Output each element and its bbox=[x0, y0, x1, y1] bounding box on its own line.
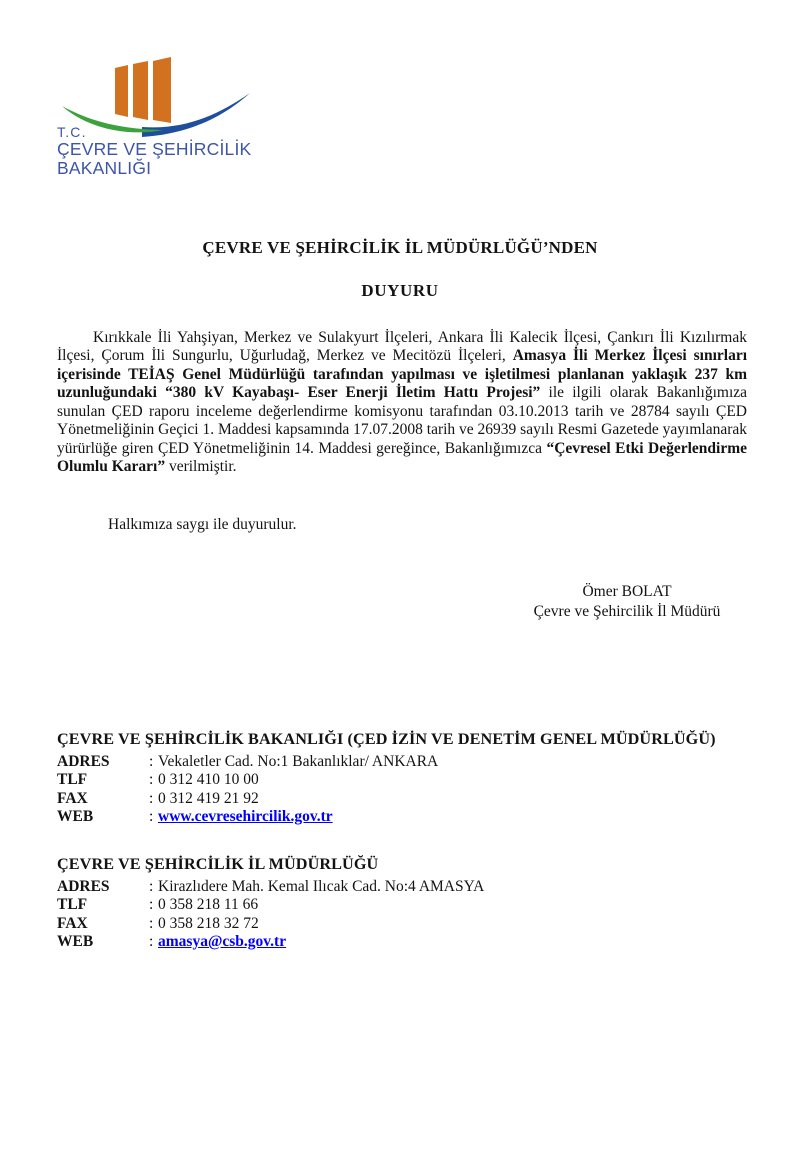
contact-row-address bbox=[57, 878, 757, 896]
contact-row-fax bbox=[57, 790, 757, 808]
logo-text-ministry-line2: BAKANLIĞI bbox=[57, 158, 152, 178]
colon-separator: : bbox=[149, 771, 154, 789]
colon-separator: : bbox=[149, 914, 154, 932]
signature-block bbox=[460, 582, 794, 621]
signatory-name: Ömer BOLAT bbox=[582, 583, 672, 600]
contact-row-label: WEB bbox=[57, 808, 94, 826]
contact-row-label: WEB bbox=[57, 933, 94, 951]
contact-block-ministry bbox=[57, 730, 757, 826]
paragraph-segment-bold: Amasya İli Merkez İlçesi sınırları içerisinde TEİAŞ Genel Müdürlüğü tarafından yapılması ve işletilmesi planlanan yaklaşık 237 km uzunluğundaki “380 kV Kayabaşı- Eser Enerji İletim Hattı Projesi” bbox=[57, 347, 748, 402]
contact-row-value: Kirazlıdere Mah. Kemal Ilıcak Cad. No:4 AMASYA bbox=[158, 878, 485, 895]
contact-row-label: ADRES bbox=[57, 753, 110, 770]
contact-row-value: 0 312 410 10 00 bbox=[158, 771, 259, 789]
salutation-line: Halkımıza saygı ile duyurulur. bbox=[108, 516, 297, 533]
contact-row-phone bbox=[57, 771, 757, 789]
paragraph-segment-bold: “Çevresel Etki Değerlendirme Olumlu Kararı” bbox=[57, 439, 747, 476]
directorate-email-link[interactable]: amasya@csb.gov.tr bbox=[158, 933, 287, 951]
contact-header: ÇEVRE VE ŞEHİRCİLİK BAKANLIĞI (ÇED İZİN VE DENETİM GENEL MÜDÜRLÜĞÜ) bbox=[57, 730, 716, 748]
contact-row-value: 0 358 218 11 66 bbox=[158, 896, 259, 914]
colon-separator: : bbox=[149, 808, 154, 826]
contact-row-address bbox=[57, 753, 757, 771]
contact-row-value: 0 358 218 32 72 bbox=[158, 914, 259, 932]
paragraph-segment: Kırıkkale İli Yahşiyan, Merkez ve Sulakyurt İlçeleri, Ankara İli Kalecik İlçesi, Çankırı İli Kızılırmak İlçesi, Çorum İli Sungurlu, Uğurludağ, Merkez ve Mecitözü İlçeleri, bbox=[57, 329, 747, 365]
announcement-paragraph bbox=[57, 329, 747, 477]
signatory-title: Çevre ve Şehircilik İl Müdürü bbox=[533, 602, 721, 620]
colon-separator: : bbox=[149, 789, 154, 807]
contact-row-phone bbox=[57, 896, 757, 914]
contact-row-fax bbox=[57, 915, 757, 933]
document-title: ÇEVRE VE ŞEHİRCİLİK İL MÜDÜRLÜĞÜ’NDEN bbox=[202, 238, 598, 257]
colon-separator: : bbox=[149, 878, 154, 895]
contact-row-label: ADRES bbox=[57, 878, 110, 895]
colon-separator: : bbox=[149, 896, 154, 914]
logo-text-tc: T.C. bbox=[57, 124, 87, 140]
contact-row-value: 0 312 419 21 92 bbox=[158, 789, 259, 807]
contact-row-label: FAX bbox=[57, 914, 88, 932]
logo-text-ministry-line1: ÇEVRE VE ŞEHİRCİLİK bbox=[57, 139, 252, 159]
contact-row-label: TLF bbox=[57, 896, 88, 914]
colon-separator: : bbox=[149, 933, 154, 951]
contact-row-label: FAX bbox=[57, 789, 88, 807]
paragraph-segment: ile ilgili olarak Bakanlığımıza sunulan ÇED raporu inceleme değerlendirme komisyonu tarafından 03.10.2013 tarih ve 28784 sayılı ÇED Yönetmeliğinin Geçici 1. Maddesi kapsamında 17.07.2008 tarih ve 26939 sayılı Resmi Gazetede yayımlanarak yürürlüğe giren ÇED Yönetmeliğinin 14. Maddesi gereğince, Bakanlığımızca bbox=[57, 384, 748, 457]
contact-header: ÇEVRE VE ŞEHİRCİLİK İL MÜDÜRLÜĞÜ bbox=[57, 855, 379, 873]
paragraph-segment: verilmiştir. bbox=[165, 458, 237, 476]
document-subtitle: DUYURU bbox=[361, 281, 439, 300]
contact-row-value: Vekaletler Cad. No:1 Bakanlıklar/ ANKARA bbox=[158, 753, 439, 770]
ministry-website-link[interactable]: www.cevresehircilik.gov.tr bbox=[158, 808, 333, 826]
contact-row-web bbox=[57, 808, 757, 826]
contact-row-web bbox=[57, 933, 757, 951]
contact-row-label: TLF bbox=[57, 771, 88, 789]
colon-separator: : bbox=[149, 753, 154, 770]
contact-block-provincial-directorate bbox=[57, 855, 757, 951]
